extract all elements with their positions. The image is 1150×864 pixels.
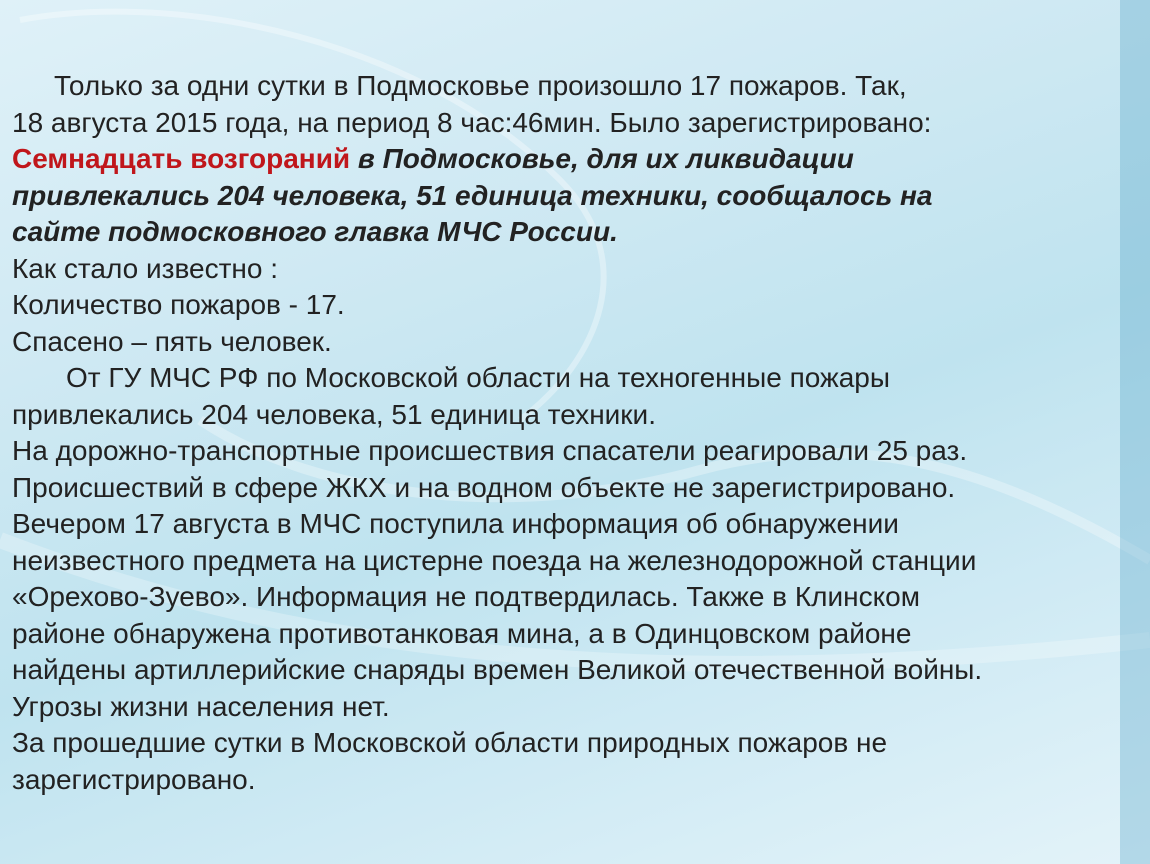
text-line: районе обнаружена противотанковая мина, а в Одинцовском районе <box>12 617 912 649</box>
highlight-rest: в Подмосковье, для их ликвидации <box>357 143 854 174</box>
highlight-line: привлекались 204 человека, 51 единица техники, сообщалось на <box>12 179 933 211</box>
text-line: Только за одни сутки в Подмосковье произошло 17 пожаров. Так, <box>54 70 907 101</box>
text-line: Спасено – пять человек. <box>12 325 332 357</box>
text-line: Происшествий в сфере ЖКХ и на водном объекте не зарегистрировано. <box>12 471 956 503</box>
text-line: «Орехово-Зуево». Информация не подтвердилась. Также в Клинском <box>12 581 920 612</box>
text-line: Как стало известно : <box>12 252 279 284</box>
text-line: Количество пожаров - 17. <box>12 289 345 320</box>
text-line: привлекались 204 человека, 51 единица техники. <box>12 398 656 430</box>
highlight-red-phrase: Семнадцать возгораний <box>12 143 358 174</box>
text-line: неизвестного предмета на цистерне поезда на железнодорожной станции <box>12 544 977 576</box>
highlight-line <box>12 141 1132 178</box>
text-line: найдены артиллерийские снаряды времен Великой отечественной войны. <box>12 654 983 685</box>
slide-body <box>12 68 1132 798</box>
highlight-line: сайте подмосковного главка МЧС России. <box>12 216 618 247</box>
text-line: 18 августа 2015 года, на период 8 час:46мин. Было зарегистрировано: <box>12 106 932 138</box>
text-line: зарегистрировано. <box>12 763 256 795</box>
text-line: За прошедшие сутки в Московской области природных пожаров не <box>12 727 888 758</box>
text-line: Угрозы жизни населения нет. <box>12 690 390 722</box>
text-line: Вечером 17 августа в МЧС поступила информация об обнаружении <box>12 508 899 539</box>
text-line: От ГУ МЧС РФ по Московской области на техногенные пожары <box>66 362 891 393</box>
text-line: На дорожно-транспортные происшествия спасатели реагировали 25 раз. <box>12 435 968 466</box>
